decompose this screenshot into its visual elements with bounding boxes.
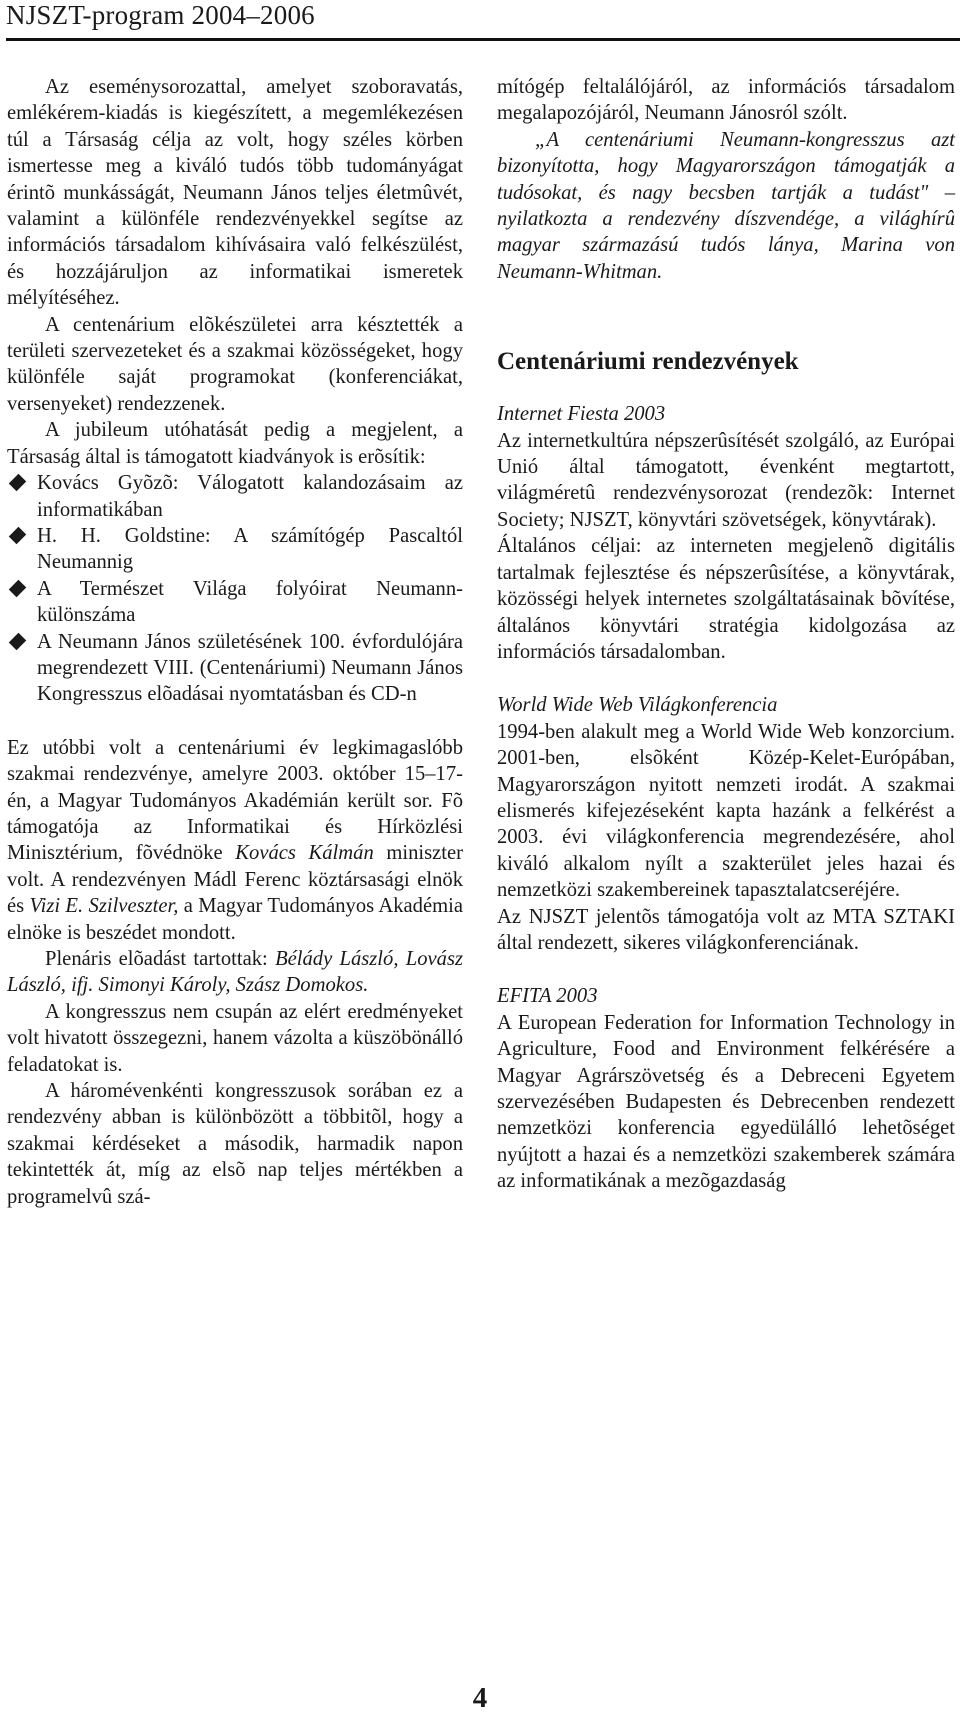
paragraph: Az eseménysorozattal, amelyet szoboravatás, emlékérem-kiadás is kiegészített, a megemlékezésen túl a Társaság célja az volt, hogy széles körben ismertesse meg a kiváló tudós több tudományágat érintõ munkásságát, Neumann János teljes életmûvét, valamint a különféle rendezvényekkel segítse az információs társadalom kihívásaira való felkészülést, és hozzájáruljon az informatikai ismeretek mélyítéséhez. [7,76,463,310]
subsection-title: Internet Fiesta 2003 [497,403,666,426]
paragraph: Az NJSZT jelentõs támogatója volt az MTA SZTAKI által rendezett, sikeres világkonferenciának. [497,905,955,954]
subsection-title: EFITA 2003 [497,985,598,1008]
left-column [7,74,463,1210]
paragraph: A jubileum utóhatását pedig a megjelent, a Társaság által is támogatott kiadványok is erõsítik: [7,419,463,468]
list-item [7,523,463,576]
paragraph: A European Federation for Information Technology in Agriculture, Food and Environment felkérésére a Magyar Agrárszövetség és a Debreceni Egyetem szervezésében Budapesten és Debrecenben rendezett nemzetközi konferencia egyedülálló lehetõséget nyújtott a hazai és a nemzetközi szakemberek számára az informatikának a mezõgazdaság [497,1011,955,1193]
paragraph: mítógép feltalálójáról, az információs társadalom megalapozójáról, Neumann Jánosról szólt. [497,76,955,125]
person-name: Vizi E. Szilveszter, [29,895,179,918]
subsection-title: World Wide Web Világkonferencia [497,694,778,717]
text-run: Plenáris elõadást tartottak: [45,948,268,970]
paragraph: A centenárium elõkészületei arra késztették a területi szervezeteket és a szakmai közösségeket, hogy különféle saját programokat (konferenciákat, versenyeket) rendezzenek. [7,313,463,415]
paragraph [7,946,463,999]
diamond-bullet-icon [9,579,27,597]
running-header-title: NJSZT-program 2004–2006 [6,0,315,30]
list-item-text: A Neumann János születésének 100. évfordulójára megrendezett VIII. (Centenáriumi) Neumann János Kongresszus elõadásai nyomtatásban és CD-n [37,630,463,706]
paragraph [7,735,463,946]
text-run: Ez utóbbi volt a centenáriumi év legkimagaslóbb szakmai rendezvénye, amelyre 2003. október 15–17-én, a Magyar Tudományos Akadémián került sor. Fõ támogatója az Informatikai és Hírközlési Minisztérium, fõvédnöke [7,736,463,865]
list-item [7,576,463,629]
diamond-bullet-icon [9,632,27,650]
text-run: a Magyar Tudományos Akadémia elnöke is beszédet mondott. [7,895,464,944]
paragraph: A kongresszus nem csupán az elért eredményeket volt hivatott összegezni, hanem vázolta a küszöbönálló feladatokat is. [7,1000,463,1076]
speaker-names: Bélády László, Lovász László, ifj. Simonyi Károly, Szász Domokos. [7,948,463,997]
publication-list [7,470,463,708]
list-item [7,470,463,523]
text-run: miniszter volt. A rendezvényen Mádl Ferenc köztársasági elnök és [7,842,464,918]
quote-text: „A centenáriumi Neumann-kongresszus azt bizonyította, hogy Magyarországon támogatják a tudósokat, és nagy becsben tartják a tudást" – nyilatkozta a rendezvény díszvendége, a világhírû magyar származású tudós lánya, Marina von Neumann-Whitman. [497,128,955,283]
right-column [497,74,955,1195]
paragraph: A háromévenkénti kongresszusok sorában ez a rendezvény abban is különbözött a többitõl, hogy a szakmai kérdéseket a második, harmadik napon tekintették át, míg az elsõ nap teljes mértékben a programelvû szá- [7,1080,463,1208]
list-item-text: A Természet Világa folyóirat Neumann-különszáma [37,577,463,627]
quote-paragraph [497,127,955,285]
page-number: 4 [472,1682,488,1714]
list-item-text: H. H. Goldstine: A számítógép Pascaltól Neumannig [37,524,463,574]
person-name: Kovács Kálmán [235,842,374,865]
section-heading: Centenáriumi rendezvények [497,348,799,376]
paragraph: Általános céljai: az interneten megjelenõ digitális tartalmak fejlesztése és népszerûsítése, a könyvtárak, közösségi helyek internetes szolgáltatásainak bõvítése, általános könyvtári stratégia kidolgozása az információs társadalomban. [497,535,955,663]
running-header [6,0,960,41]
paragraph: Az internetkultúra népszerûsítését szolgáló, az Európai Unió által támogatott, évenként megtartott, világméretû rendezvénysorozat (rendezõk: Internet Society; NJSZT, könyvtári szövetségek, könyvtárak). [497,429,955,531]
paragraph: 1994-ben alakult meg a World Wide Web konzorcium. 2001-ben, elsõként Közép-Kelet-Európában, Magyarországon nyitott nemzeti irodát. A szakmai elismerés kifejezéseként kapta hazánk a felkérést a 2003. évi világkonferencia megrendezésére, ahol kiváló alkalom nyílt a szakterület jeles hazai és nemzetközi szakembereinek tapasztalatcseréjére. [497,720,955,902]
diamond-bullet-icon [9,474,27,492]
list-item-text: Kovács Gyõzõ: Válogatott kalandozásaim az informatikában [37,472,463,521]
list-item [7,629,463,708]
diamond-bullet-icon [9,527,27,545]
